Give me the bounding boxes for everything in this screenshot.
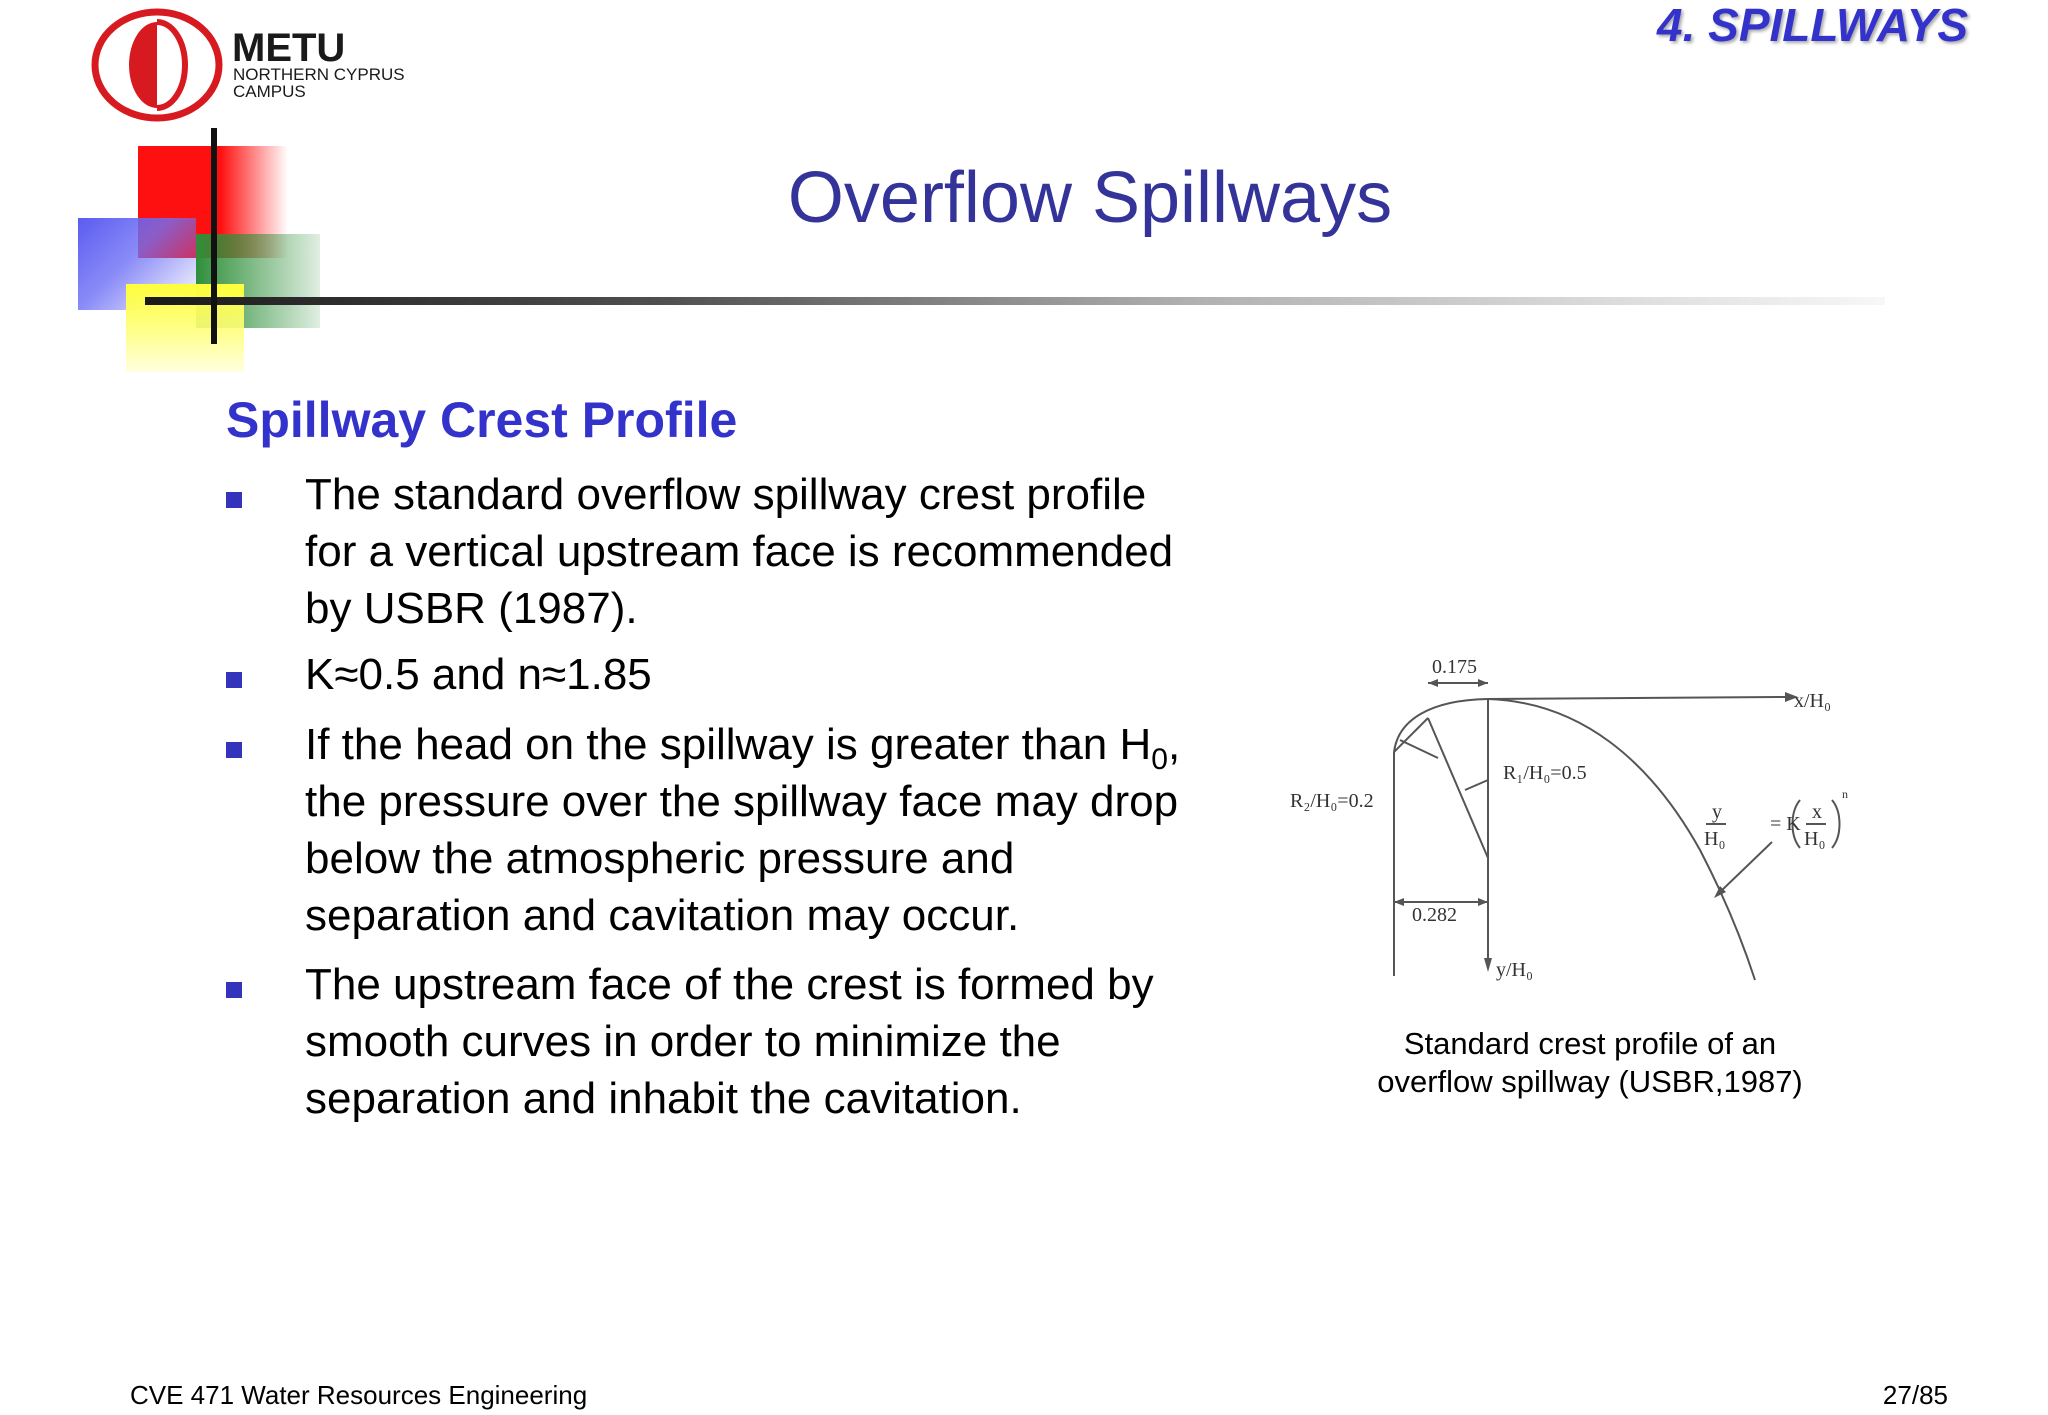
- bullet-line: [305, 716, 1305, 776]
- bullet-line: for a vertical upstream face is recommended: [305, 527, 1174, 576]
- subscript-zero: 0: [1151, 743, 1168, 776]
- footer-course: CVE 471 Water Resources Engineering: [130, 1380, 588, 1410]
- x-axis-line: [1488, 697, 1785, 699]
- bullet-line: separation and inhabit the cavitation.: [305, 1074, 1022, 1123]
- equation-h0-inner: H₀: [1804, 828, 1826, 850]
- bullet-line-comma: ,: [1167, 720, 1181, 769]
- equation-h0-denominator: H₀: [1704, 828, 1726, 850]
- bullet-line: The standard overflow spillway crest profile: [305, 470, 1147, 519]
- label-y-axis: y/H₀: [1496, 959, 1533, 981]
- dim-0282-arrow-right: [1478, 898, 1488, 906]
- label-x-axis: x/H₀: [1794, 690, 1831, 712]
- bullet-text: [305, 466, 1305, 637]
- equation-exponent-n: n: [1842, 787, 1848, 801]
- bullet-square-icon: [226, 742, 242, 758]
- bullet-line: separation and cavitation may occur.: [305, 891, 1020, 940]
- dim-0282-arrow-left: [1394, 898, 1404, 906]
- radius-r2-arrow-line: [1400, 740, 1438, 758]
- y-axis-arrowhead: [1484, 958, 1492, 972]
- bullet-text: [305, 646, 1305, 703]
- equation-y: y: [1712, 801, 1722, 823]
- label-0175: 0.175: [1432, 656, 1477, 678]
- bullet-line: the pressure over the spillway face may drop: [305, 777, 1179, 826]
- footer-page-number: 27/85: [1882, 1380, 1948, 1410]
- radius-r1-arrow-line: [1465, 780, 1488, 790]
- equation-x: x: [1812, 801, 1822, 823]
- bullet-text: [305, 716, 1305, 944]
- metu-logo-emblem: [90, 8, 224, 122]
- bullet-line: below the atmospheric pressure and: [305, 834, 1015, 883]
- decor-vertical-rule: [211, 128, 217, 344]
- label-0282: 0.282: [1412, 904, 1457, 926]
- dim-0175-arrow-right: [1478, 679, 1488, 687]
- chapter-title: 4. SPILLWAYS: [1657, 0, 1968, 51]
- label-r1: R₁/H₀=0.5: [1503, 762, 1587, 784]
- eq-paren-right: [1832, 800, 1840, 848]
- bullet-line: smooth curves in order to minimize the: [305, 1017, 1061, 1066]
- radius-r1-line: [1428, 718, 1488, 858]
- figure-caption-line1: Standard crest profile of an: [1403, 1026, 1777, 1061]
- bullet-text: [305, 956, 1305, 1127]
- crest-profile-diagram: [1280, 640, 1860, 990]
- equation-k: = K: [1770, 813, 1801, 835]
- bullet-line: by USBR (1987).: [305, 584, 638, 633]
- bullet-line: K≈0.5 and n≈1.85: [305, 650, 652, 699]
- slide-title: Overflow Spillways: [787, 158, 1393, 238]
- logo-subtitle-line2: CAMPUS: [233, 82, 306, 101]
- bullet-square-icon: [226, 492, 242, 508]
- label-r2: R₂/H₀=0.2: [1290, 790, 1374, 812]
- equation-pointer-line: [1720, 842, 1772, 892]
- bullet-line: The upstream face of the crest is formed by: [305, 960, 1154, 1009]
- dim-0175-arrow-left: [1428, 679, 1438, 687]
- section-heading: Spillway Crest Profile: [226, 392, 738, 448]
- figure-caption-line2: overflow spillway (USBR,1987): [1377, 1064, 1803, 1099]
- logo-subtitle-line1: NORTHERN CYPRUS: [233, 65, 405, 84]
- bullet-square-icon: [226, 982, 242, 998]
- decor-horizontal-rule: [145, 297, 1885, 305]
- bullet-line-main: If the head on the spillway is greater than H: [305, 720, 1152, 769]
- bullet-square-icon: [226, 672, 242, 688]
- logo-name: METU: [232, 26, 346, 70]
